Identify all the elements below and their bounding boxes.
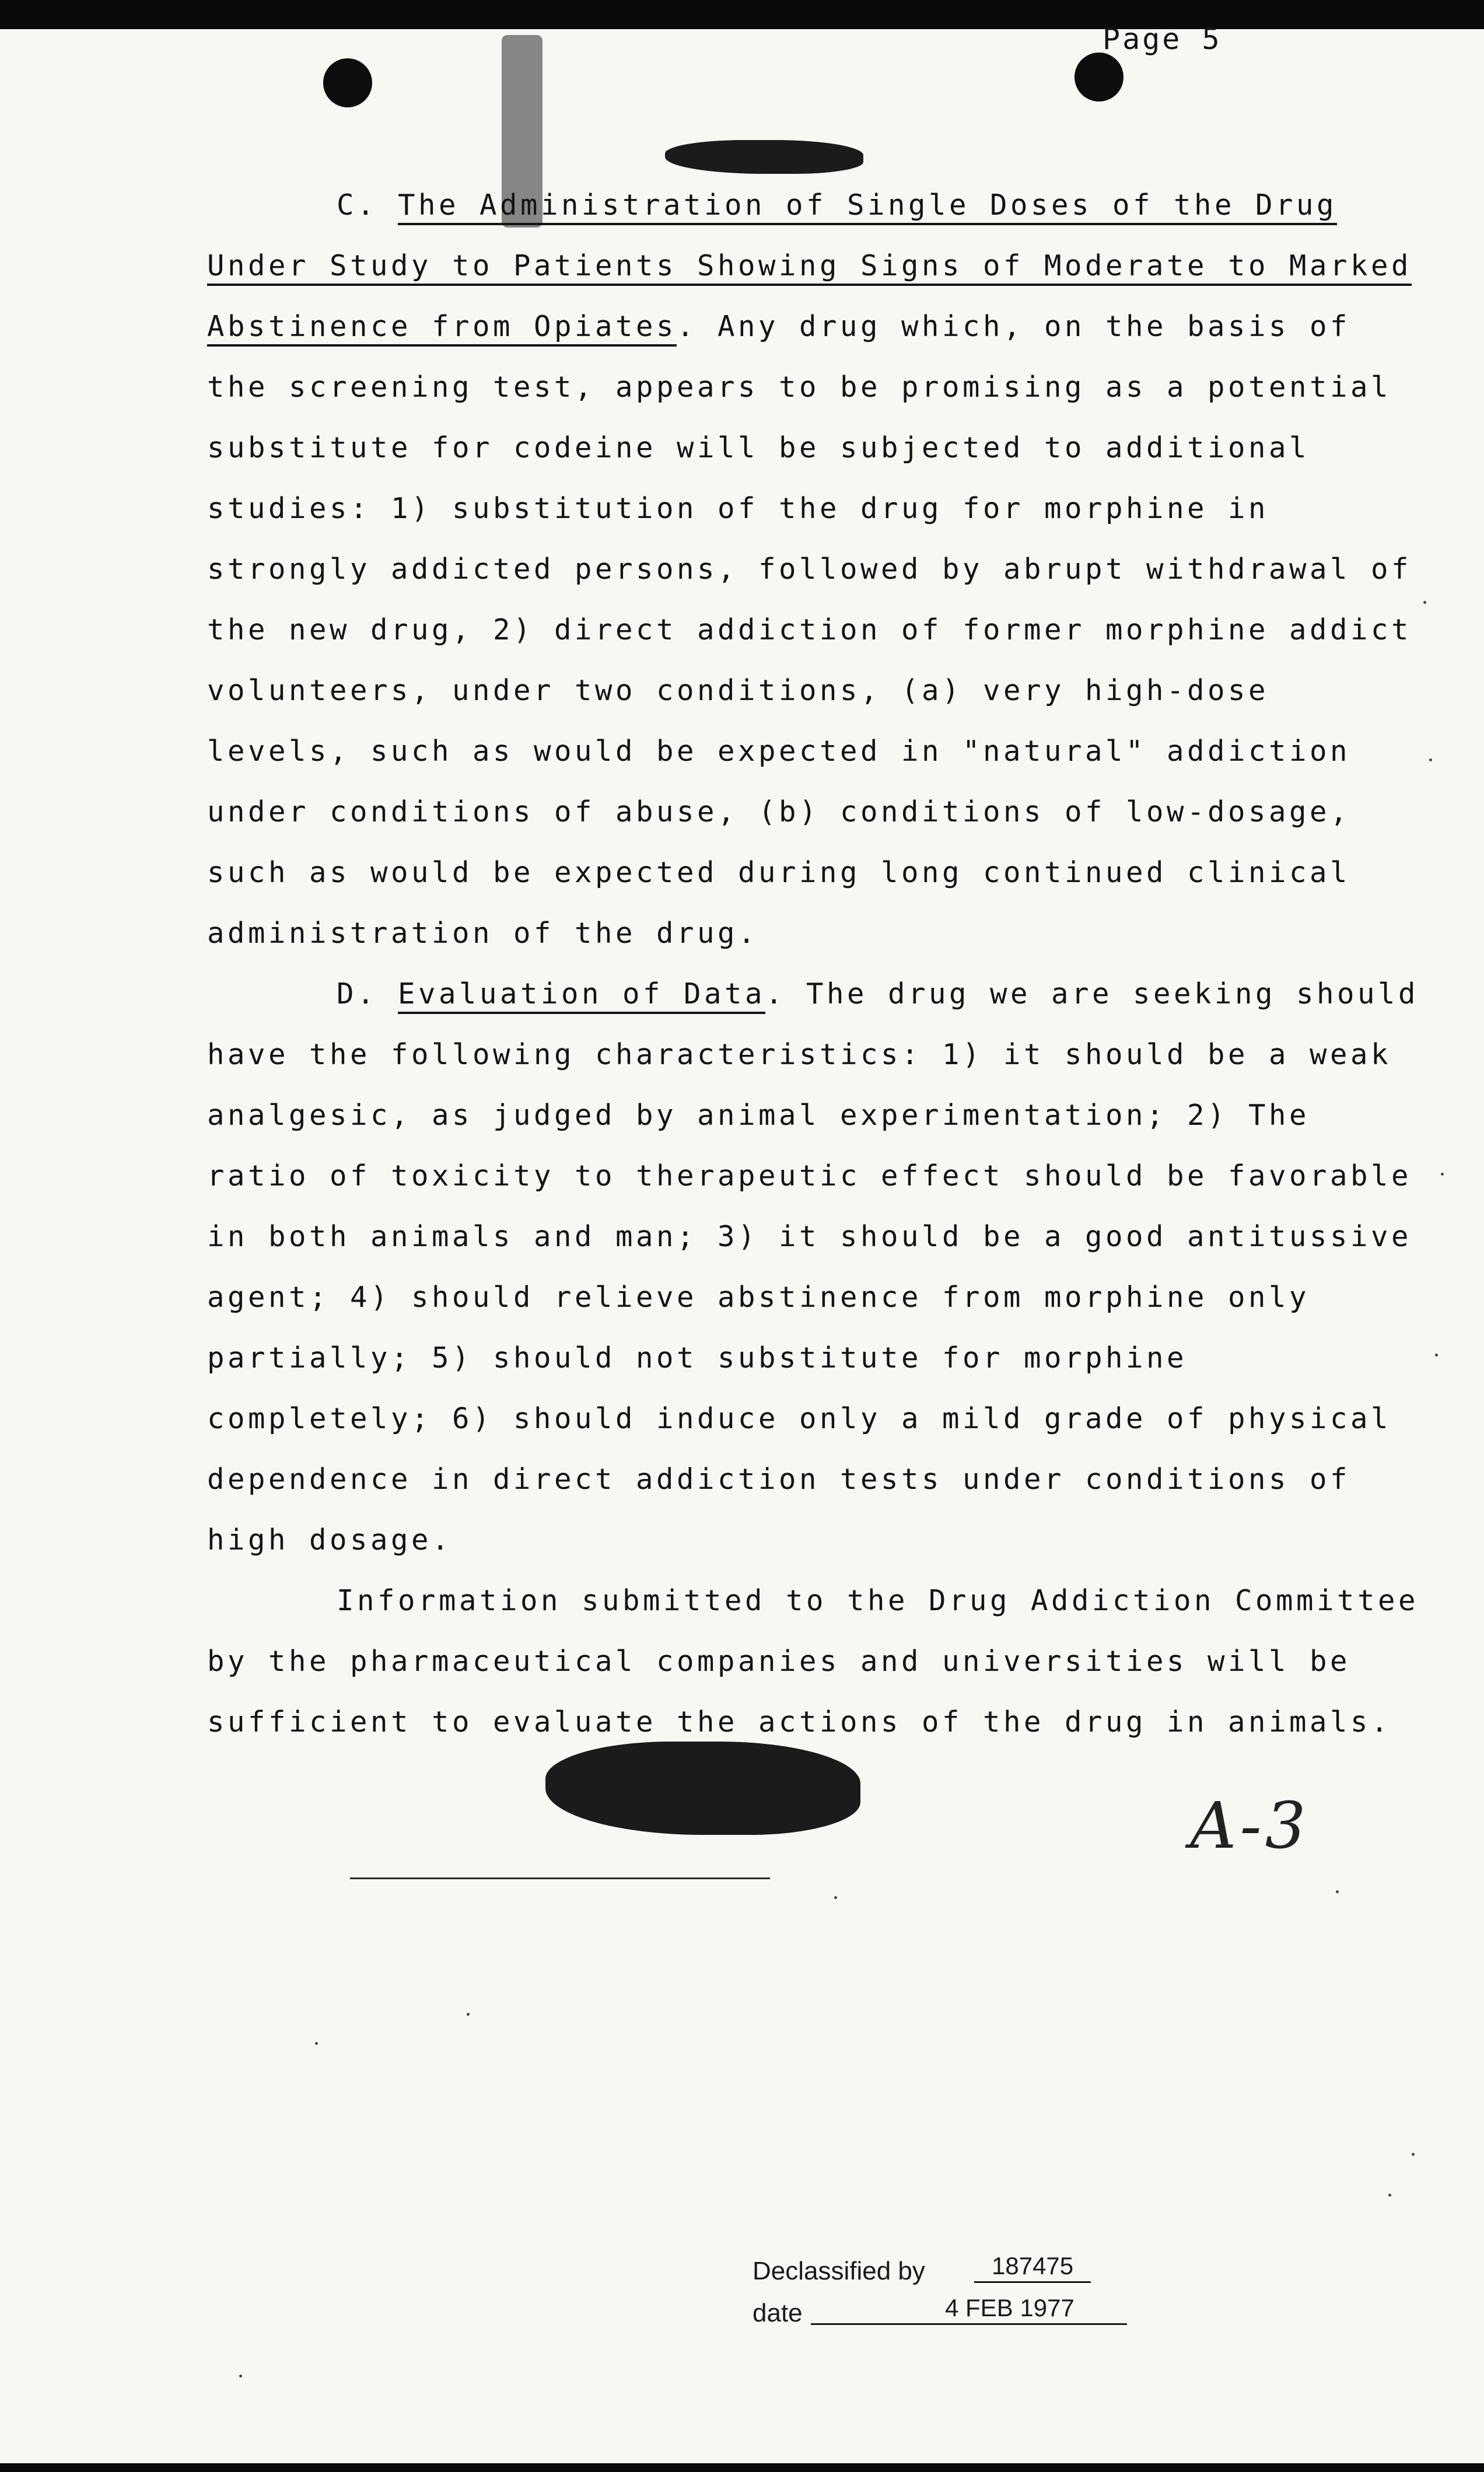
section-c-body: . Any drug which, on the basis of the screening test, appears to be promising as a potential substitute for codeine will be subjected to additional studies: 1) substitution of the drug for morphine in strongly addicted persons, followed by abrupt withdrawal of the new drug, 2) direct addiction of former morphine addict volunteers, under two conditions, (a) very high-dose levels, such as would be expected in "natural" addiction under conditions of abuse, (b) conditions of low-dosage, such as would be expected during long continued clinical administration of the drug. — [207, 310, 1412, 950]
declassified-by-label: Declassified by — [752, 2257, 925, 2285]
scan-speck — [315, 2042, 318, 2045]
declassified-date-value: 4 FEB 1977 — [811, 2294, 1127, 2325]
punch-hole-right — [1074, 53, 1124, 102]
declassified-date-row — [752, 2294, 1172, 2336]
scan-speck — [467, 2013, 470, 2016]
section-d-letter: D. — [337, 977, 378, 1011]
scan-speck — [1412, 2153, 1415, 2156]
redaction-mark-bottom — [545, 1742, 860, 1835]
scan-speck — [1429, 758, 1432, 761]
section-d-paragraph — [207, 964, 1420, 1571]
document-body — [207, 175, 1420, 1753]
scan-speck — [1388, 2194, 1391, 2197]
scan-speck — [1336, 1890, 1339, 1893]
punch-hole-left — [323, 58, 372, 107]
scan-speck — [1423, 601, 1426, 604]
scan-speck — [1435, 1354, 1438, 1356]
section-c-letter: C. — [337, 188, 378, 222]
signature-line — [350, 1877, 770, 1879]
declassification-stamp — [752, 2252, 1172, 2336]
page-number: Page 5 — [1102, 22, 1222, 56]
scan-bottom-border — [0, 2463, 1484, 2472]
handwritten-mark: A-3 — [1190, 1788, 1310, 1863]
scan-speck — [239, 2375, 242, 2377]
declassified-by-row — [752, 2252, 1172, 2294]
scan-top-border — [0, 0, 1484, 29]
scan-speck — [834, 1896, 837, 1899]
section-d-body: . The drug we are seeking should have the following characteristics: 1) it should be a weak analgesic, as judged by animal experimentation; 2) The ratio of toxicity to therapeutic effect should be favorable in both animals and man; 3) it should be a good antitussive agent; 4) should relieve abstinence from morphine only partially; 5) should not substitute for morphine completely; 6) should induce only a mild grade of physical dependence in direct addiction tests under conditions of high dosage. — [207, 977, 1419, 1557]
scan-speck — [1441, 1173, 1444, 1176]
section-c-heading: The Administration of Single Doses of the Drug Under Study to Patients Showing Signs of Moderate to Marked Abstinence from Opiates — [207, 188, 1412, 343]
redaction-mark-top — [665, 140, 863, 174]
section-d-heading: Evaluation of Data — [398, 977, 766, 1011]
declassified-by-value: 187475 — [974, 2252, 1091, 2283]
closing-paragraph: Information submitted to the Drug Addiction Committee by the pharmaceutical companies and universities will be sufficient to evaluate the actions of the drug in animals. — [207, 1584, 1419, 1739]
section-c-paragraph — [207, 175, 1420, 964]
declassified-date-label: date — [752, 2299, 803, 2327]
